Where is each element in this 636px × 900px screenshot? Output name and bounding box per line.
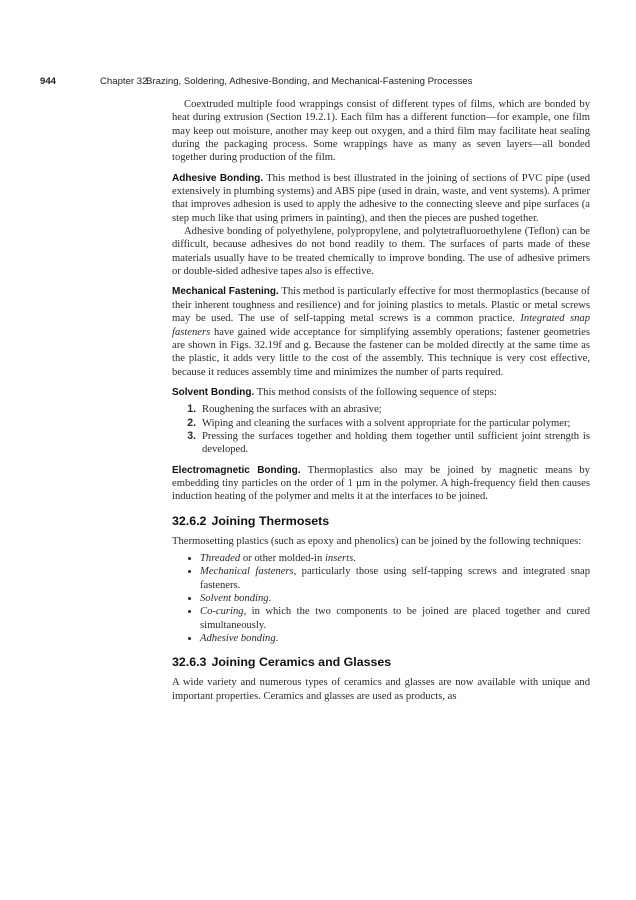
page-body (172, 98, 590, 710)
section-heading-thermosets (172, 514, 590, 529)
list-item: • Co-curing, in which the two components to be joined are placed together and cured simultaneously. (200, 605, 590, 632)
running-header (40, 76, 600, 90)
electromagnetic-text-a: Thermoplastics also may be joined by magnetic means by embedding tiny particles on the order of 1 (172, 464, 590, 489)
electromagnetic-text-b: in the polymer. A high-frequency field then causes induction heating of the polymer and melts it at the interfaces to be joined. (172, 477, 590, 503)
list-item: 3. Pressing the surfaces together and holding them together until sufficient joint strength is developed. (199, 430, 590, 457)
chapter-label: Chapter 32 (100, 76, 148, 87)
electromagnetic-bonding-paragraph (172, 464, 590, 504)
list-item: • Solvent bonding. (200, 592, 590, 605)
mechanical-fastening-text-b: have gained wide acceptance for simplifying assembly operations; fastener geometries are shown in Figs. 32.19f and g. Because the fastener can be molded directly at the same time as the plastic, it adds very little to the cost of the assembly. This technique is very cost effective, because it reduces assembly time and minimizes the number of parts required. (172, 326, 590, 378)
solvent-bonding-paragraph (172, 386, 590, 399)
adhesive-bonding-paragraph (172, 172, 590, 225)
adhesive-bonding-text: This method is best illustrated in the joining of sections of PVC pipe (used extensively in plumbing systems) and ABS pipe (used in drain, waste, and vent systems). A primer that improves adhesion is used to apply the adhesive to the connecting sleeve and pipe surfaces (a step much like that using primers in painting), and then the pieces are pushed together. (172, 172, 590, 224)
solvent-bonding-heading: Solvent Bonding. (172, 386, 255, 398)
list-item: 2. Wiping and cleaning the surfaces with a solvent appropriate for the particular polymer; (199, 417, 590, 430)
intro-paragraph: Coextruded multiple food wrappings consist of different types of films, which are bonded by heat during extrusion (Section 19.2.1). Each film has a different function—for example, one film may keep out moisture, another may keep out oxygen, and a third film may facilitate heat sealing during the packaging process. Some wrappings have as many as seven layers—all bonded together during production of the film. (172, 99, 590, 164)
thermosets-list (172, 552, 590, 645)
mechanical-fastening-heading: Mechanical Fastening. (172, 286, 279, 298)
page-number: 944 (40, 76, 57, 87)
micrometer-unit: µm (356, 477, 371, 489)
snap-fasteners-term: Integrated snap fasteners (172, 313, 590, 338)
adhesive-bonding-paragraph-2: Adhesive bonding of polyethylene, polypropylene, and polytetrafluoroethylene (Teflon) can be difficult, because adhesives do not bond readily to them. The surfaces of parts made of these materials usually have to be treated chemically to improve bonding. The use of adhesive primers or double-sided adhesive tapes also is effective. (172, 226, 590, 278)
list-item: • Threaded or other molded-in inserts. (200, 552, 590, 565)
mechanical-fastening-paragraph (172, 285, 590, 378)
section-number: 32.6.3 (172, 655, 207, 670)
solvent-steps-list (172, 403, 590, 456)
section-heading-ceramics (172, 655, 590, 670)
thermosets-intro: Thermosetting plastics (such as epoxy and phenolics) can be joined by the following techniques: (172, 535, 582, 547)
section-number: 32.6.2 (172, 513, 207, 528)
electromagnetic-bonding-heading: Electromagnetic Bonding. (172, 464, 301, 476)
solvent-bonding-intro: This method consists of the following sequence of steps: (256, 386, 497, 398)
chapter-title: Brazing, Soldering, Adhesive-Bonding, and Mechanical-Fastening Processes (146, 76, 473, 87)
ceramics-paragraph: A wide variety and numerous types of ceramics and glasses are now available with unique and important properties. Ceramics and glasses are used as products, as (172, 677, 590, 702)
list-item: • Mechanical fasteners, particularly those using self-tapping screws and integrated snap fasteners. (200, 565, 590, 592)
mechanical-fastening-text-a: This method is particularly effective for most thermoplastics (because of their inherent toughness and resilience) and for joining plastics to metals. Plastic or metal screws may be used. The use of self-tapping metal screws is a common practice. (172, 286, 590, 325)
list-item: 1. Roughening the surfaces with an abrasive; (199, 403, 590, 416)
list-item: • Adhesive bonding. (200, 632, 590, 645)
section-title: Joining Ceramics and Glasses (211, 655, 392, 670)
section-title: Joining Thermosets (211, 513, 330, 528)
adhesive-bonding-heading: Adhesive Bonding. (172, 172, 264, 184)
